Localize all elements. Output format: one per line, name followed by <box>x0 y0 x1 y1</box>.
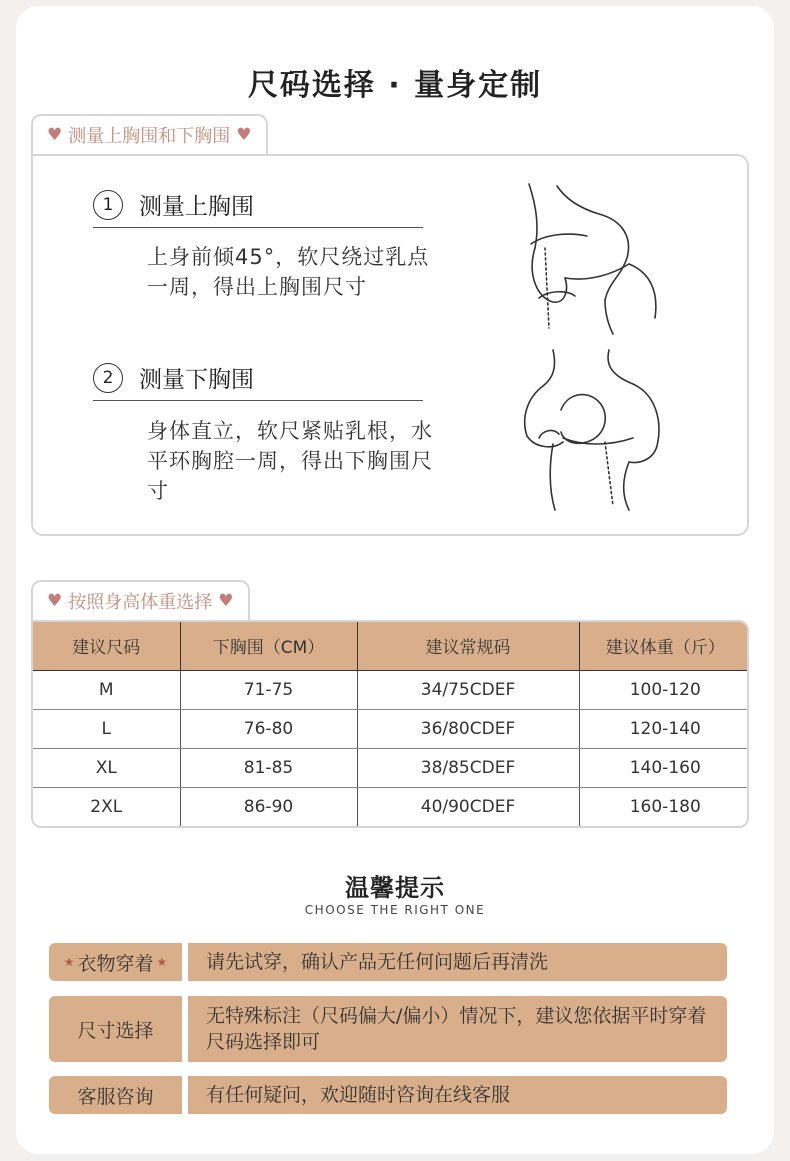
star-icon: ★ <box>63 955 75 969</box>
step-title: 测量下胸围 <box>139 367 254 393</box>
heart-icon: ♥ <box>47 591 63 611</box>
star-icon: ★ <box>156 955 168 969</box>
tip-label: 尺寸选择 <box>49 996 182 1062</box>
table-row <box>33 709 749 748</box>
measure-panel <box>31 154 749 536</box>
step-number: 1 <box>93 190 123 220</box>
table-cell: 40/90CDEF <box>357 787 579 826</box>
tip-text: 有任何疑问，欢迎随时咨询在线客服 <box>188 1076 727 1114</box>
tips-subtitle: CHOOSE THE RIGHT ONE <box>304 903 486 917</box>
table-cell: 86-90 <box>180 787 357 826</box>
table-cell: 140-160 <box>579 748 749 787</box>
measure-tab-label: 测量上胸围和下胸围 <box>68 126 231 147</box>
under-bust-illustration <box>513 346 673 514</box>
size-table-tab-label: 按照身高体重选择 <box>68 592 213 613</box>
table-header-row <box>33 622 749 670</box>
heart-icon: ♥ <box>218 591 234 611</box>
measure-tab <box>31 114 268 154</box>
step-2-heading <box>93 361 423 401</box>
table-cell: 71-75 <box>180 670 357 709</box>
table-cell: 38/85CDEF <box>357 748 579 787</box>
tip-text: 请先试穿，确认产品无任何问题后再清洗 <box>188 943 727 981</box>
upper-bust-illustration <box>509 178 669 338</box>
table-cell: 120-140 <box>579 709 749 748</box>
table-cell: 100-120 <box>579 670 749 709</box>
tip-row-service <box>49 1076 727 1114</box>
column-header: 建议常规码 <box>357 622 579 670</box>
tip-row-clothing <box>49 943 727 981</box>
step-2-description: 身体直立，软尺紧贴乳根，水平环胸腔一周，得出下胸围尺寸 <box>147 419 433 503</box>
step-1-description: 上身前倾45°，软尺绕过乳点一周，得出上胸围尺寸 <box>147 245 430 299</box>
table-row <box>33 670 749 709</box>
table-cell: 81-85 <box>180 748 357 787</box>
heart-icon: ♥ <box>236 125 252 145</box>
table-cell: 34/75CDEF <box>357 670 579 709</box>
table-cell: 2XL <box>33 787 180 826</box>
step-title: 测量上胸围 <box>139 194 254 220</box>
tip-text: 无特殊标注（尺码偏大/偏小）情况下，建议您依据平时穿着尺码选择即可 <box>188 996 727 1062</box>
tip-label: 客服咨询 <box>49 1076 182 1114</box>
size-table-tab <box>31 580 250 620</box>
page-title: 尺码选择 · 量身定制 <box>247 68 543 103</box>
step-1-heading <box>93 188 423 228</box>
tips-title: 温馨提示 <box>345 874 445 902</box>
size-table <box>31 620 749 828</box>
step-number: 2 <box>93 363 123 393</box>
table-cell: 160-180 <box>629 796 701 817</box>
column-header: 下胸围（CM） <box>180 622 357 670</box>
table-cell: L <box>33 709 180 748</box>
column-header: 建议体重（斤） <box>579 622 749 670</box>
table-cell: M <box>33 670 180 709</box>
table-cell: 76-80 <box>180 709 357 748</box>
column-header: 建议尺码 <box>33 622 180 670</box>
table-row <box>33 748 749 787</box>
table-cell: 36/80CDEF <box>357 709 579 748</box>
heart-icon: ♥ <box>47 125 63 145</box>
tip-label-text: 衣物穿着 <box>77 952 154 975</box>
tip-row-size <box>49 996 727 1062</box>
table-cell: XL <box>33 748 180 787</box>
tip-label <box>49 943 182 981</box>
table-row <box>33 787 749 826</box>
